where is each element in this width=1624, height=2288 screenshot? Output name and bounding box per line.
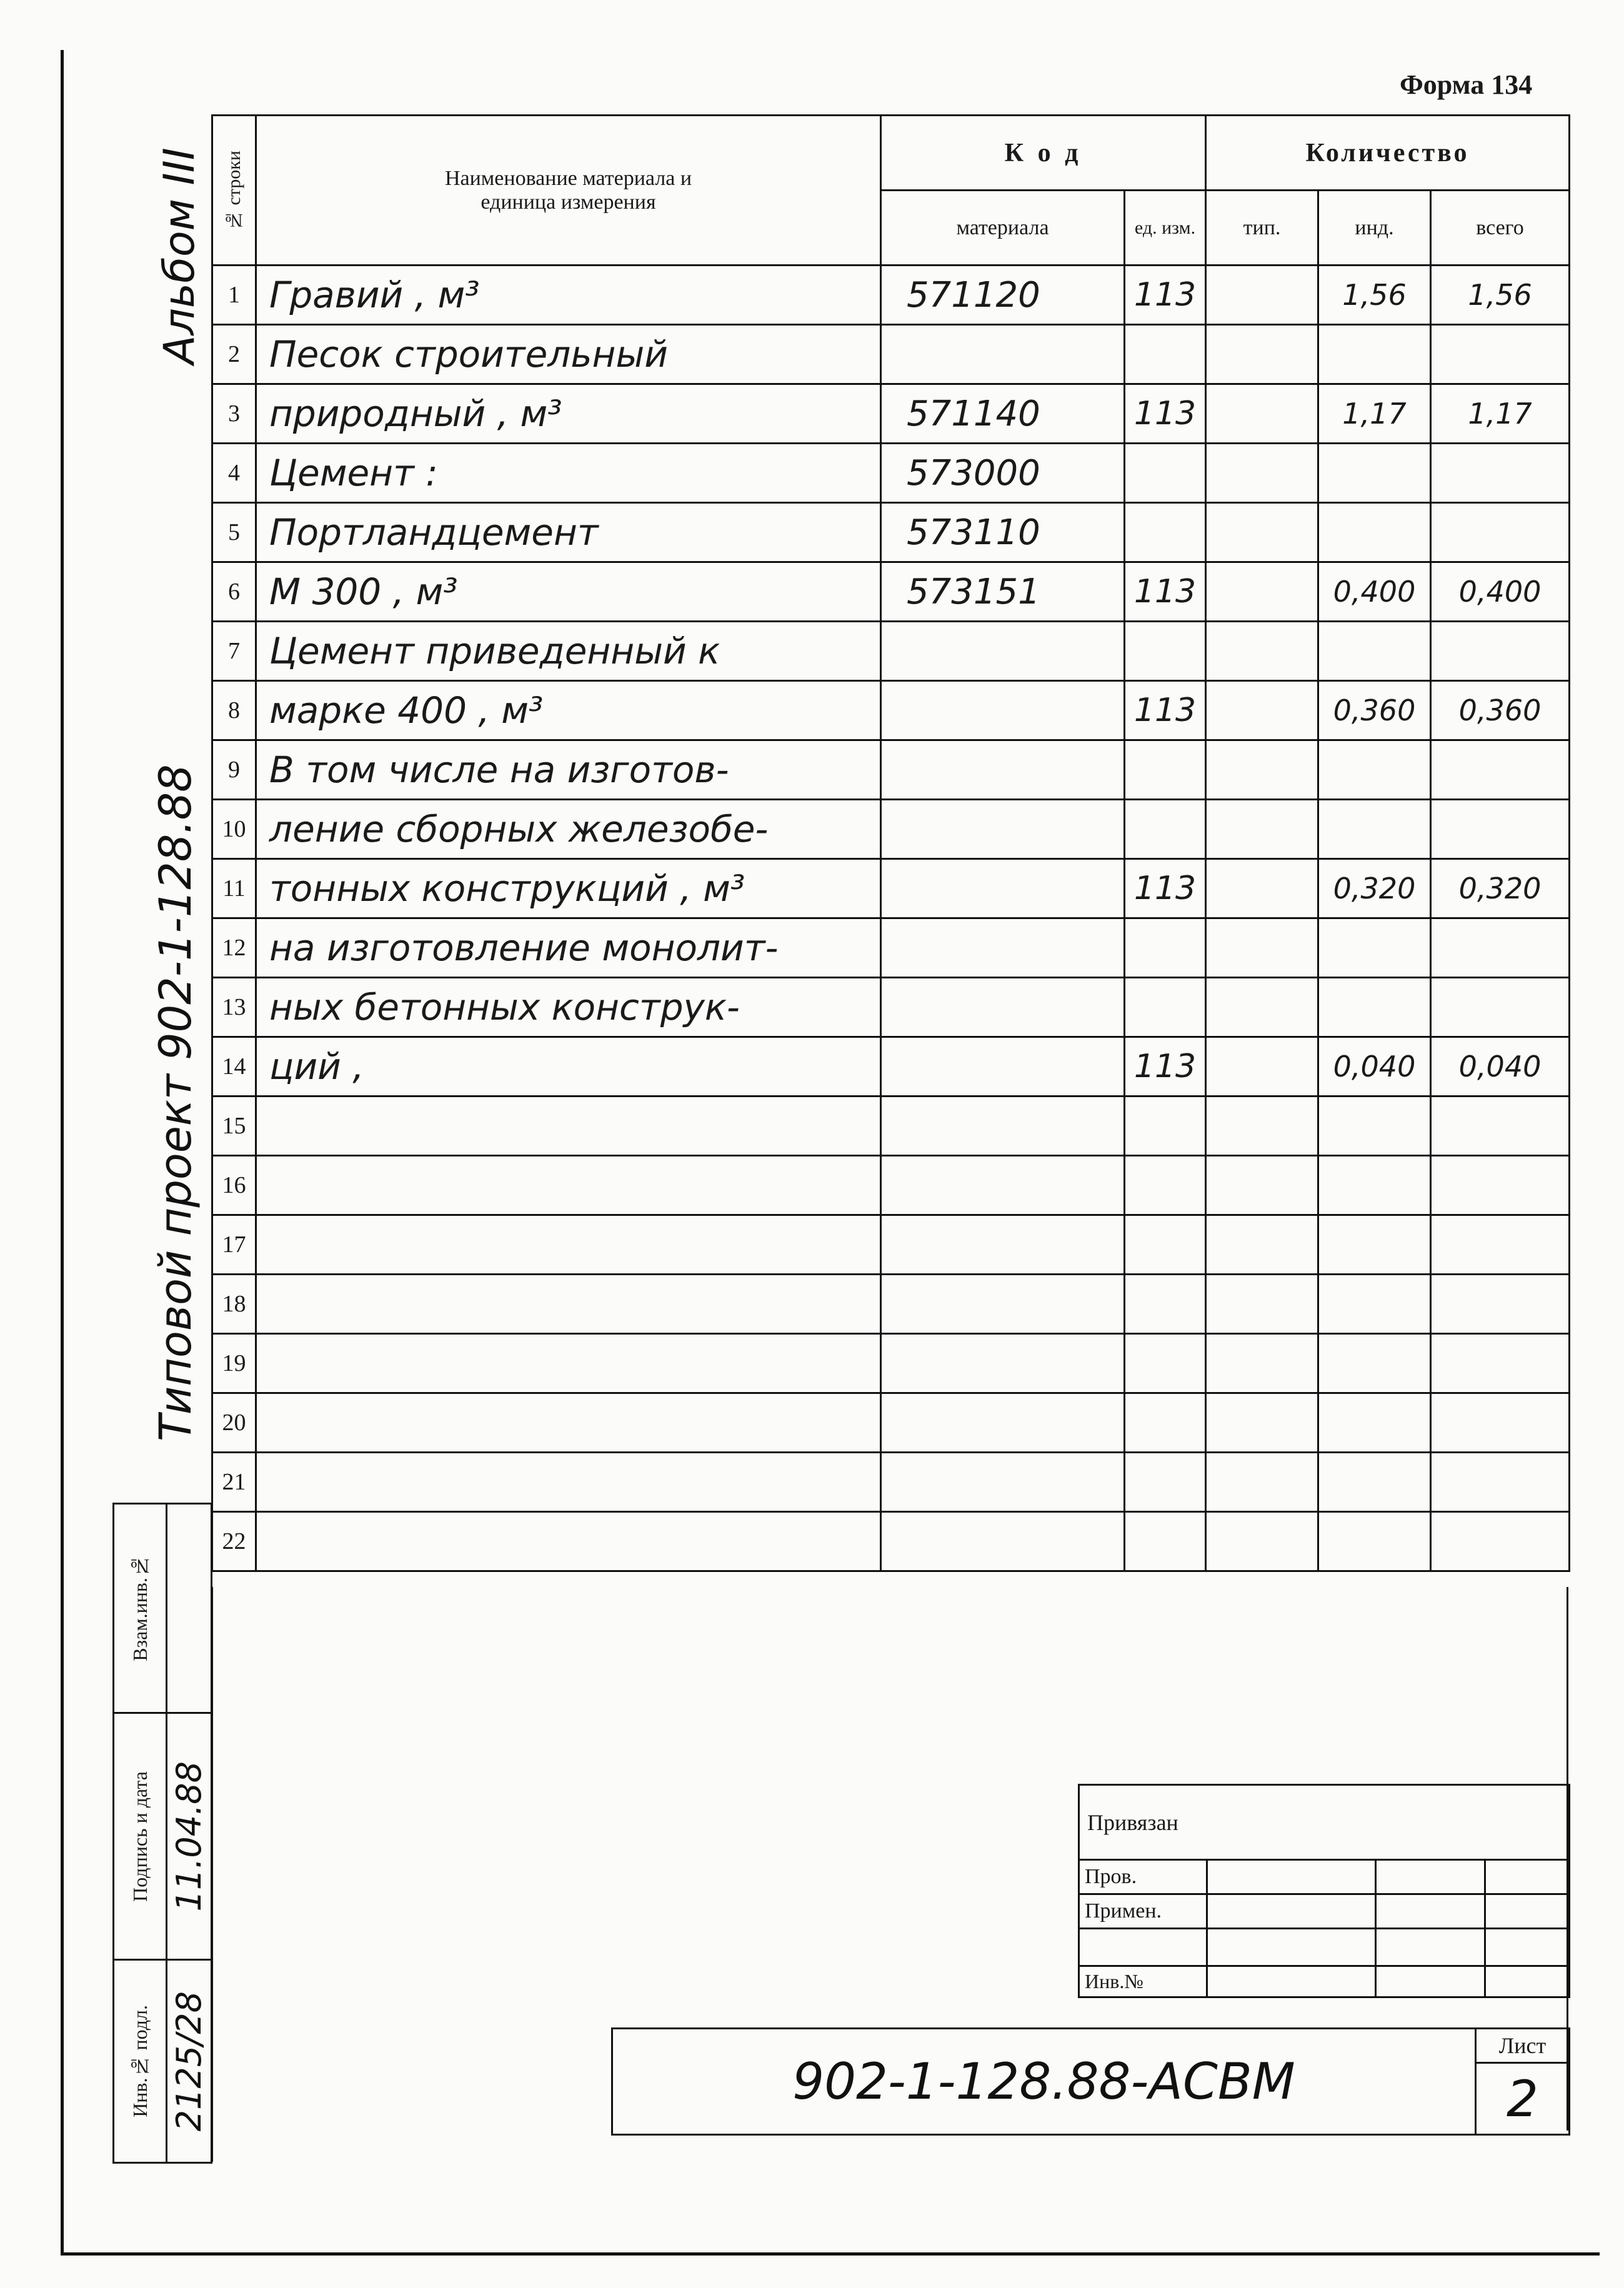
material-code <box>881 681 1125 740</box>
qty-ind: 0,360 <box>1318 681 1431 740</box>
material-name: В том числе на изготов- <box>256 740 881 800</box>
material-code: 573000 <box>881 444 1125 503</box>
unit-code <box>1125 1453 1206 1512</box>
material-code <box>881 1156 1125 1215</box>
qty-ind: 1,17 <box>1318 384 1431 444</box>
unit-code: 113 <box>1125 1037 1206 1097</box>
material-name <box>256 1334 881 1393</box>
material-name: Портландцемент <box>256 503 881 562</box>
row-number: 21 <box>212 1453 256 1512</box>
unit-code <box>1125 1215 1206 1275</box>
table-row <box>212 800 1570 859</box>
material-name <box>256 1156 881 1215</box>
qty-typ <box>1206 1037 1318 1097</box>
qty-typ <box>1206 266 1318 325</box>
qty-ind <box>1318 740 1431 800</box>
materials-table <box>211 114 1570 1572</box>
qty-ind: 0,400 <box>1318 562 1431 622</box>
primen-date <box>1485 1894 1570 1929</box>
qty-ind <box>1318 1334 1431 1393</box>
unit-code <box>1125 1275 1206 1334</box>
signature-value-cell <box>167 1713 212 1960</box>
qty-typ <box>1206 444 1318 503</box>
inv-label: Инв.№ подл. <box>128 2005 151 2117</box>
inv-no-date <box>1485 1966 1570 1997</box>
inv-cell <box>114 1960 167 2163</box>
table-row <box>212 1453 1570 1512</box>
row-number: 13 <box>212 978 256 1037</box>
vzam-value-cell <box>167 1504 212 1713</box>
qty-total <box>1431 325 1570 384</box>
qty-total <box>1431 1156 1570 1215</box>
material-name: природный , м³ <box>256 384 881 444</box>
table-row <box>212 681 1570 740</box>
material-code <box>881 740 1125 800</box>
material-name: ных бетонных конструк- <box>256 978 881 1037</box>
row-number: 16 <box>212 1156 256 1215</box>
material-name <box>256 1512 881 1571</box>
inv-no-sig <box>1376 1966 1485 1997</box>
qty-ind <box>1318 1156 1431 1215</box>
material-code <box>881 1097 1125 1156</box>
qty-typ <box>1206 562 1318 622</box>
unit-code: 113 <box>1125 266 1206 325</box>
qty-typ <box>1206 1156 1318 1215</box>
row-number: 3 <box>212 384 256 444</box>
unit-code <box>1125 1334 1206 1393</box>
title-block-upper <box>1078 1784 1570 1998</box>
sheet-label: Лист <box>1476 2029 1570 2063</box>
doc-code: 902-1-128.88-АСВМ <box>612 2029 1476 2135</box>
row-number: 1 <box>212 266 256 325</box>
primen-label: Примен. <box>1079 1894 1207 1929</box>
qty-ind <box>1318 444 1431 503</box>
unit-code: 113 <box>1125 384 1206 444</box>
material-name: М 300 , м³ <box>256 562 881 622</box>
title-block-main <box>611 2027 1570 2136</box>
material-name <box>256 1453 881 1512</box>
side-stamp <box>112 1503 212 2164</box>
qty-typ <box>1206 1453 1318 1512</box>
table-row <box>212 1037 1570 1097</box>
row-number: 14 <box>212 1037 256 1097</box>
unit-code <box>1125 1097 1206 1156</box>
material-name: ций , <box>256 1037 881 1097</box>
left-border-line <box>61 50 64 2256</box>
qty-ind: 1,56 <box>1318 266 1431 325</box>
qty-typ <box>1206 503 1318 562</box>
qty-typ <box>1206 681 1318 740</box>
qty-ind <box>1318 622 1431 681</box>
qty-total <box>1431 622 1570 681</box>
unit-code <box>1125 800 1206 859</box>
qty-total <box>1431 978 1570 1037</box>
row-number: 4 <box>212 444 256 503</box>
qty-total <box>1431 1275 1570 1334</box>
qty-total <box>1431 444 1570 503</box>
qty-total <box>1431 1393 1570 1453</box>
material-code <box>881 800 1125 859</box>
material-code: 571140 <box>881 384 1125 444</box>
header-material: материала <box>881 191 1125 266</box>
table-row <box>212 1334 1570 1393</box>
material-code <box>881 1334 1125 1393</box>
qty-ind <box>1318 1453 1431 1512</box>
qty-total <box>1431 1334 1570 1393</box>
material-name <box>256 1215 881 1275</box>
row-number: 15 <box>212 1097 256 1156</box>
qty-ind <box>1318 978 1431 1037</box>
qty-total: 1,56 <box>1431 266 1570 325</box>
row-number: 7 <box>212 622 256 681</box>
bottom-border-line <box>62 2252 1600 2256</box>
material-code <box>881 1037 1125 1097</box>
unit-code <box>1125 1156 1206 1215</box>
row-number: 6 <box>212 562 256 622</box>
row-number: 20 <box>212 1393 256 1453</box>
qty-typ <box>1206 978 1318 1037</box>
signature-label: Подпись и дата <box>128 1771 151 1902</box>
qty-total <box>1431 1512 1570 1571</box>
prov-date <box>1485 1860 1570 1894</box>
material-name: ление сборных железобе- <box>256 800 881 859</box>
material-name: тонных конструкций , м³ <box>256 859 881 918</box>
unit-code <box>1125 503 1206 562</box>
qty-ind <box>1318 918 1431 978</box>
material-code <box>881 1512 1125 1571</box>
unit-code <box>1125 740 1206 800</box>
header-qty-group: Количество <box>1206 116 1570 191</box>
qty-ind <box>1318 1512 1431 1571</box>
row-number: 11 <box>212 859 256 918</box>
prov-sig <box>1376 1860 1485 1894</box>
qty-total <box>1431 740 1570 800</box>
table-row <box>212 1275 1570 1334</box>
qty-typ <box>1206 1393 1318 1453</box>
qty-typ <box>1206 1334 1318 1393</box>
row-number: 19 <box>212 1334 256 1393</box>
table-row <box>212 622 1570 681</box>
table-row <box>212 1097 1570 1156</box>
material-code: 573110 <box>881 503 1125 562</box>
album-label: Альбом III <box>155 147 204 365</box>
sheet-number: 2 <box>1476 2063 1570 2135</box>
row-number: 10 <box>212 800 256 859</box>
qty-typ <box>1206 859 1318 918</box>
unit-code: 113 <box>1125 859 1206 918</box>
unit-code <box>1125 1512 1206 1571</box>
qty-typ <box>1206 1512 1318 1571</box>
material-name <box>256 1097 881 1156</box>
material-name: Песок строительный <box>256 325 881 384</box>
table-row <box>212 1215 1570 1275</box>
header-row-no: № строки <box>212 116 256 266</box>
qty-ind: 0,320 <box>1318 859 1431 918</box>
unit-code <box>1125 444 1206 503</box>
qty-total: 0,040 <box>1431 1037 1570 1097</box>
table-row <box>212 384 1570 444</box>
qty-total: 0,400 <box>1431 562 1570 622</box>
qty-typ <box>1206 1275 1318 1334</box>
qty-ind: 0,040 <box>1318 1037 1431 1097</box>
qty-ind <box>1318 800 1431 859</box>
inv-no-label: Инв.№ <box>1079 1966 1207 1997</box>
qty-typ <box>1206 918 1318 978</box>
prov-value <box>1207 1860 1376 1894</box>
qty-total <box>1431 1215 1570 1275</box>
header-unit: ед. изм. <box>1125 191 1206 266</box>
material-code <box>881 1275 1125 1334</box>
blank-cell-b <box>1207 1929 1376 1966</box>
row-number: 17 <box>212 1215 256 1275</box>
blank-cell-a <box>1079 1929 1207 1966</box>
unit-code: 113 <box>1125 681 1206 740</box>
qty-total: 1,17 <box>1431 384 1570 444</box>
qty-ind <box>1318 1275 1431 1334</box>
qty-total <box>1431 503 1570 562</box>
material-name: Цемент приведенный к <box>256 622 881 681</box>
table-row <box>212 503 1570 562</box>
material-code <box>881 622 1125 681</box>
row-number: 18 <box>212 1275 256 1334</box>
header-name: Наименование материала и единица измерения <box>256 116 881 266</box>
row-number: 2 <box>212 325 256 384</box>
qty-total <box>1431 1097 1570 1156</box>
qty-total: 0,320 <box>1431 859 1570 918</box>
qty-ind <box>1318 1215 1431 1275</box>
table-row <box>212 325 1570 384</box>
header-ind: инд. <box>1318 191 1431 266</box>
inv-number: 2125/28 <box>169 1991 209 2132</box>
material-code: 573151 <box>881 562 1125 622</box>
qty-typ <box>1206 740 1318 800</box>
unit-code <box>1125 918 1206 978</box>
qty-total <box>1431 800 1570 859</box>
prov-label: Пров. <box>1079 1860 1207 1894</box>
material-code <box>881 325 1125 384</box>
unit-code <box>1125 325 1206 384</box>
inv-no-value <box>1207 1966 1376 1997</box>
vzam-label: Взам.инв.№ <box>128 1555 151 1661</box>
signature-cell <box>114 1713 167 1960</box>
material-code <box>881 859 1125 918</box>
table-row <box>212 978 1570 1037</box>
table-row <box>212 1393 1570 1453</box>
row-number: 5 <box>212 503 256 562</box>
inv-value-cell <box>167 1960 212 2163</box>
blank-cell-d <box>1485 1929 1570 1966</box>
form-label: Форма 134 <box>1400 69 1533 100</box>
row-number: 12 <box>212 918 256 978</box>
qty-ind <box>1318 1393 1431 1453</box>
privyazan-label: Привязан <box>1079 1785 1570 1860</box>
material-name <box>256 1393 881 1453</box>
vzam-cell <box>114 1504 167 1713</box>
material-code: 571120 <box>881 266 1125 325</box>
table-row <box>212 918 1570 978</box>
qty-typ <box>1206 384 1318 444</box>
material-code <box>881 1453 1125 1512</box>
table-row <box>212 266 1570 325</box>
material-code <box>881 918 1125 978</box>
row-number: 8 <box>212 681 256 740</box>
qty-ind <box>1318 503 1431 562</box>
unit-code <box>1125 978 1206 1037</box>
table-row <box>212 562 1570 622</box>
material-code <box>881 978 1125 1037</box>
unit-code <box>1125 1393 1206 1453</box>
qty-ind <box>1318 1097 1431 1156</box>
table-row <box>212 859 1570 918</box>
qty-typ <box>1206 1215 1318 1275</box>
qty-ind <box>1318 325 1431 384</box>
qty-total <box>1431 918 1570 978</box>
qty-typ <box>1206 1097 1318 1156</box>
project-label: Типовой проект 902-1-128.88 <box>150 764 201 1441</box>
qty-typ <box>1206 622 1318 681</box>
table-row <box>212 1512 1570 1571</box>
material-name: на изготовление монолит- <box>256 918 881 978</box>
header-typ: тип. <box>1206 191 1318 266</box>
primen-value <box>1207 1894 1376 1929</box>
row-number: 9 <box>212 740 256 800</box>
material-code <box>881 1215 1125 1275</box>
material-code <box>881 1393 1125 1453</box>
primen-sig <box>1376 1894 1485 1929</box>
material-name: Цемент : <box>256 444 881 503</box>
header-total: всего <box>1431 191 1570 266</box>
row-number: 22 <box>212 1512 256 1571</box>
unit-code <box>1125 622 1206 681</box>
header-code-group: К о д <box>881 116 1206 191</box>
unit-code: 113 <box>1125 562 1206 622</box>
qty-typ <box>1206 325 1318 384</box>
material-name: Гравий , м³ <box>256 266 881 325</box>
qty-total: 0,360 <box>1431 681 1570 740</box>
blank-cell-c <box>1376 1929 1485 1966</box>
material-name <box>256 1275 881 1334</box>
table-row <box>212 444 1570 503</box>
signature-date: 11.04.88 <box>169 1761 209 1912</box>
material-name: марке 400 , м³ <box>256 681 881 740</box>
qty-typ <box>1206 800 1318 859</box>
qty-total <box>1431 1453 1570 1512</box>
table-row <box>212 1156 1570 1215</box>
table-row <box>212 740 1570 800</box>
